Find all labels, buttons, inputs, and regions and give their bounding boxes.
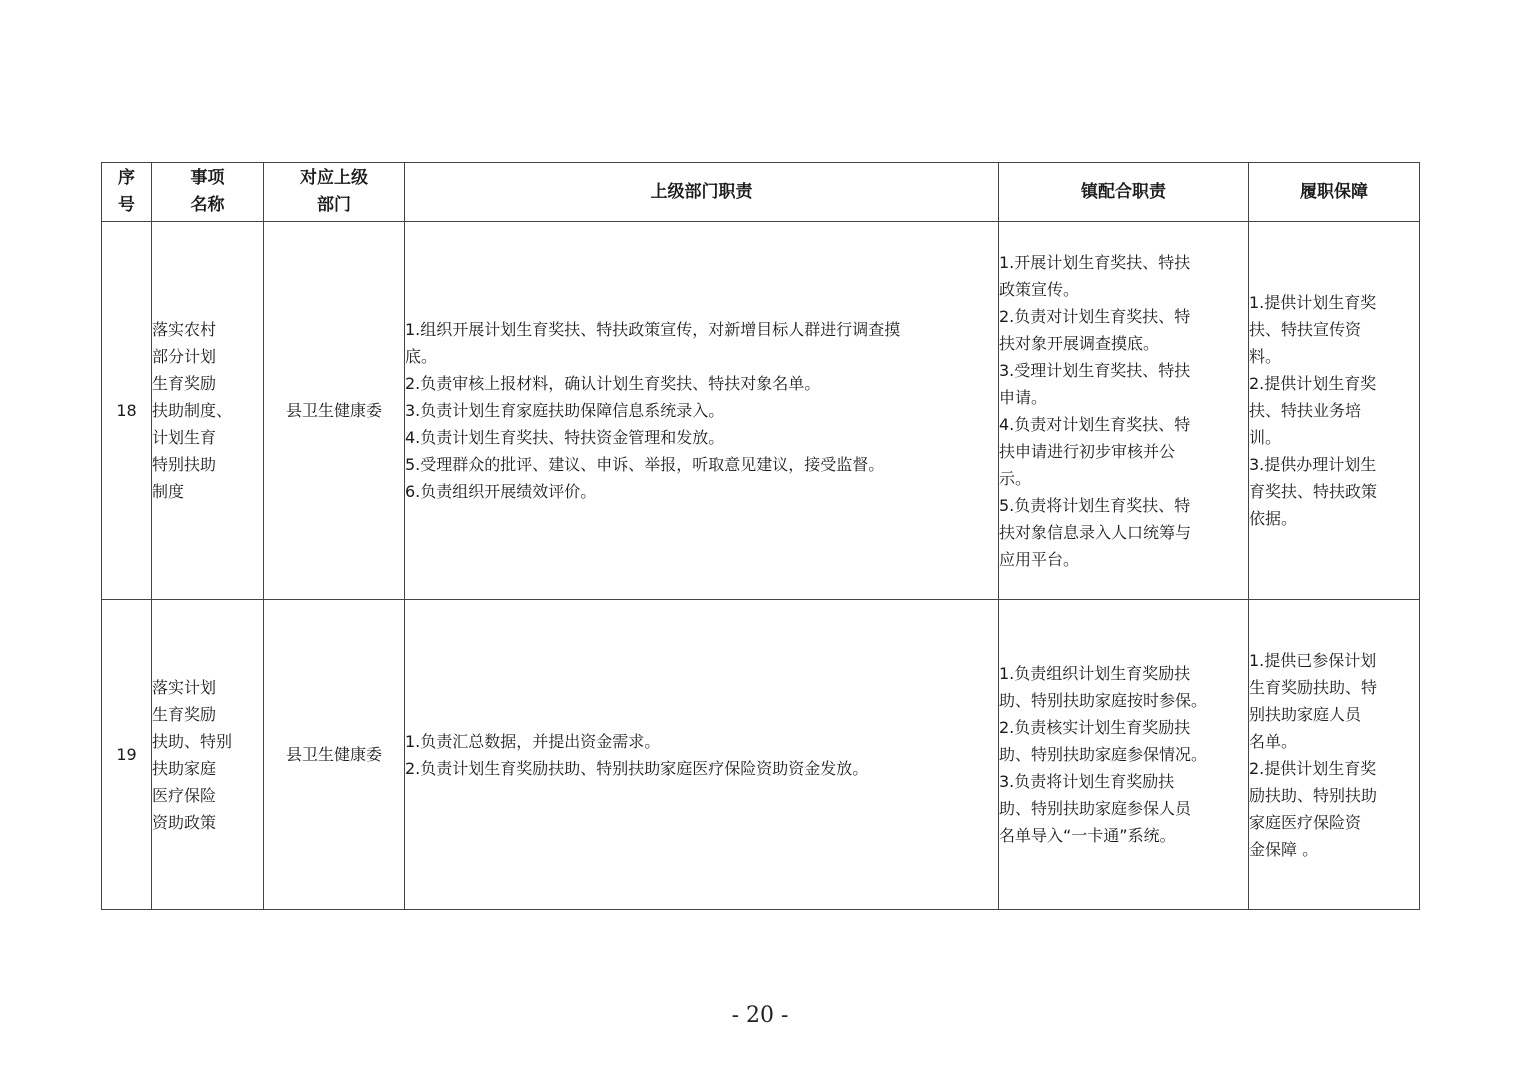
row-number: 18 bbox=[102, 222, 152, 600]
header-no: 序 号 bbox=[102, 163, 152, 222]
table-row bbox=[102, 222, 1420, 600]
item-name: 落实计划 生育奖励 扶助、特别 扶助家庭 医疗保险 资助政策 bbox=[152, 600, 264, 910]
header-superior-duties: 上级部门职责 bbox=[405, 163, 999, 222]
page-number: - 20 - bbox=[731, 1003, 789, 1028]
superior-duties: 1.负责汇总数据，并提出资金需求。 2.负责计划生育奖励扶助、特别扶助家庭医疗保险资助资金发放。 bbox=[405, 600, 999, 910]
duty-table bbox=[101, 162, 1420, 910]
header-row bbox=[102, 163, 1420, 222]
table-row bbox=[102, 600, 1420, 910]
guarantee: 1.提供计划生育奖 扶、特扶宣传资 料。 2.提供计划生育奖 扶、特扶业务培 训。 3.提供办理计划生 育奖扶、特扶政策 依据。 bbox=[1249, 222, 1420, 600]
superior-dept: 县卫生健康委 bbox=[264, 600, 405, 910]
row-number: 19 bbox=[102, 600, 152, 910]
town-duties: 1.开展计划生育奖扶、特扶 政策宣传。 2.负责对计划生育奖扶、特 扶对象开展调查摸底。 3.受理计划生育奖扶、特扶 申请。 4.负责对计划生育奖扶、特 扶申请进行初步审核并公 示。 5.负责将计划生育奖扶、特 扶对象信息录入人口统筹与 应用平台。 bbox=[999, 222, 1249, 600]
header-guarantee: 履职保障 bbox=[1249, 163, 1420, 222]
guarantee: 1.提供已参保计划 生育奖励扶助、特 别扶助家庭人员 名单。 2.提供计划生育奖 励扶助、特别扶助 家庭医疗保险资 金保障 。 bbox=[1249, 600, 1420, 910]
header-town-duties: 镇配合职责 bbox=[999, 163, 1249, 222]
header-item-name: 事项 名称 bbox=[152, 163, 264, 222]
superior-duties: 1.组织开展计划生育奖扶、特扶政策宣传，对新增目标人群进行调查摸 底。 2.负责审核上报材料，确认计划生育奖扶、特扶对象名单。 3.负责计划生育家庭扶助保障信息系统录入。 4.负责计划生育奖扶、特扶资金管理和发放。 5.受理群众的批评、建议、申诉、举报，听取意见建议，接受监督。 6.负责组织开展绩效评价。 bbox=[405, 222, 999, 600]
header-superior-dept: 对应上级 部门 bbox=[264, 163, 405, 222]
town-duties: 1.负责组织计划生育奖励扶 助、特别扶助家庭按时参保。 2.负责核实计划生育奖励扶 助、特别扶助家庭参保情况。 3.负责将计划生育奖励扶 助、特别扶助家庭参保人员 名单导入“一卡通”系统。 bbox=[999, 600, 1249, 910]
item-name: 落实农村 部分计划 生育奖励 扶助制度、 计划生育 特别扶助 制度 bbox=[152, 222, 264, 600]
superior-dept: 县卫生健康委 bbox=[264, 222, 405, 600]
